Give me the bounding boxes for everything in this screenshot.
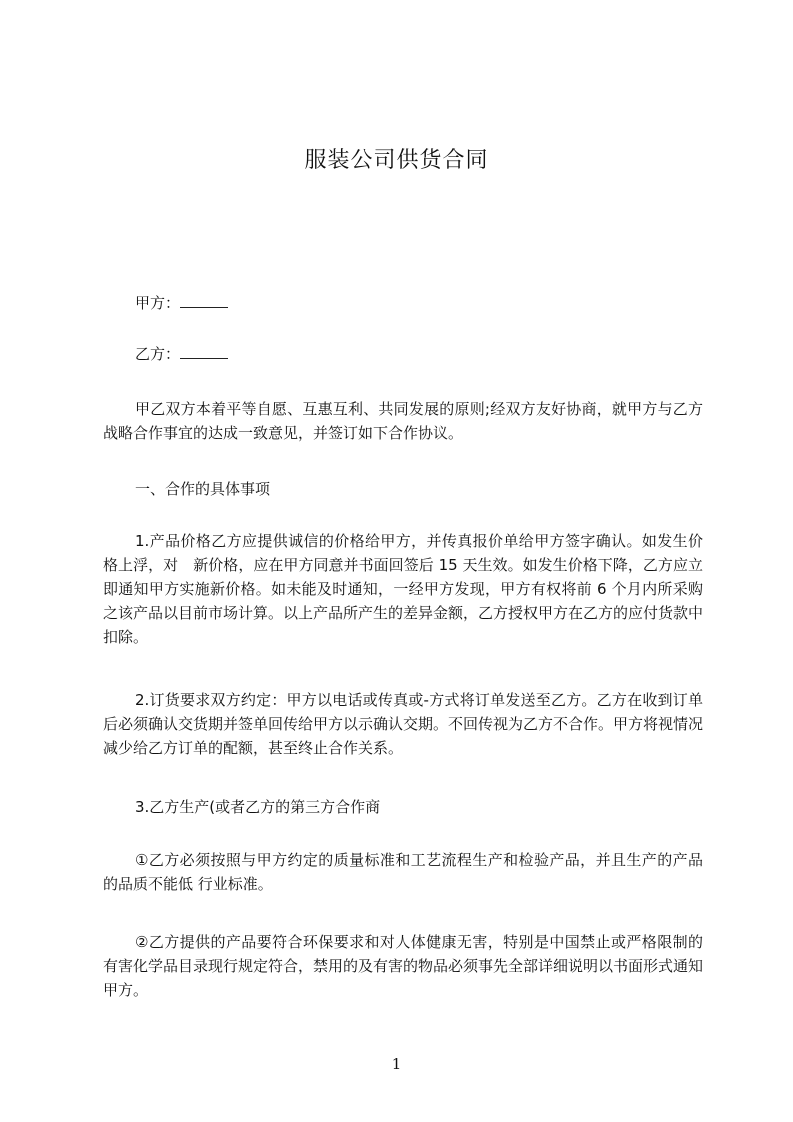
section-1-heading: 一、合作的具体事项 bbox=[135, 480, 271, 498]
intro-paragraph: 甲乙双方本着平等自愿、互惠互利、共同发展的原则;经双方友好协商，就甲方与乙方战略合作事宜的达成一致意见，并签订如下合作协议。 bbox=[103, 400, 703, 442]
party-b-label: 乙方： bbox=[135, 345, 181, 363]
party-b-line bbox=[135, 342, 228, 366]
party-a-label: 甲方： bbox=[135, 294, 181, 312]
party-b-blank bbox=[180, 342, 228, 359]
party-a-line bbox=[135, 291, 228, 315]
clause-3-heading: 3.乙方生产(或者乙方的第三方合作商 bbox=[135, 798, 381, 816]
clause-2-paragraph: 2.订货要求双方约定：甲方以电话或传真或-方式将订单发送至乙方。乙方在收到订单后必须确认交货期并签单回传给甲方以示确认交期。不回传视为乙方不合作。甲方将视情况减少给乙方订单的配额，甚至终止合作关系。 bbox=[103, 691, 704, 757]
party-a-blank bbox=[180, 291, 228, 308]
clause-1-paragraph: 1.产品价格乙方应提供诚信的价格给甲方，并传真报价单给甲方签字确认。如发生价格上浮，对 新价格，应在甲方同意并书面回签后 15 天生效。如发生价格下降，乙方应立即通知甲方实施新价格。如未能及时通知，一经甲方发现，甲方有权将前 6 个月内所采购之该产品以目前市场计算。以上产品所产生的差异金额，乙方授权甲方在乙方的应付货款中扣除。 bbox=[103, 532, 704, 646]
clause-3-item-1: ①乙方必须按照与甲方约定的质量标准和工艺流程生产和检验产品，并且生产的产品的品质不能低 行业标准。 bbox=[103, 851, 703, 893]
clause-3-item-2: ②乙方提供的产品要符合环保要求和对人体健康无害，特别是中国禁止或严格限制的有害化学品目录现行规定符合，禁用的及有害的物品必须事先全部详细说明以书面形式通知甲方。 bbox=[103, 933, 704, 999]
page-number: 1 bbox=[391, 1055, 402, 1073]
document-title: 服装公司供货合同 bbox=[304, 148, 489, 173]
